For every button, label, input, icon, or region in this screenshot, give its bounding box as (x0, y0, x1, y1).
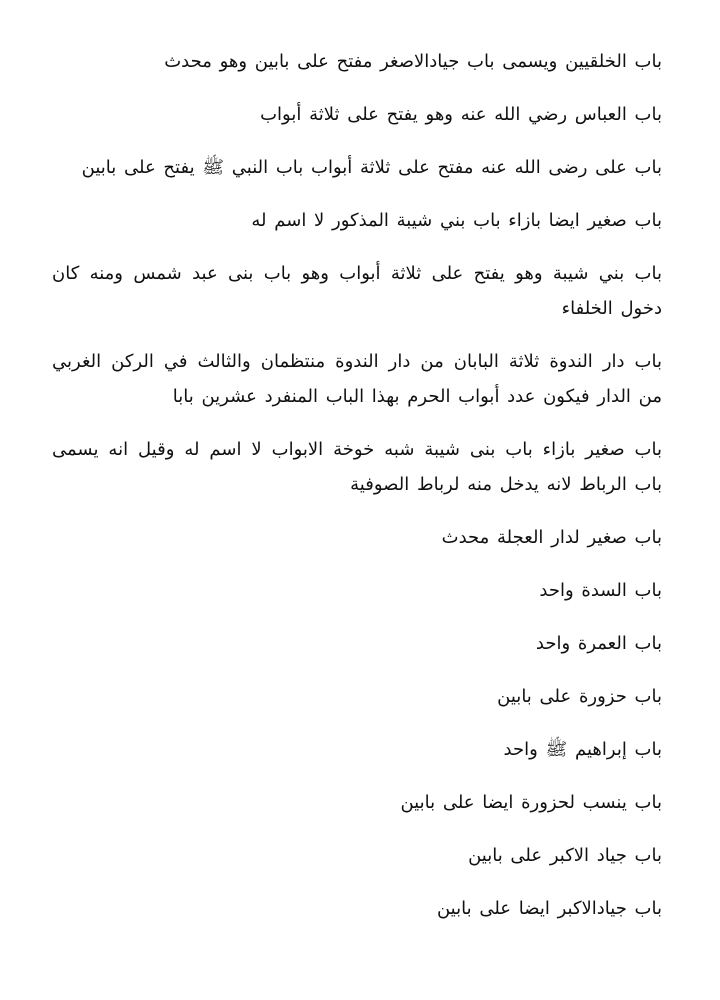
text-line: باب جياد الاكبر على بابين (468, 845, 662, 866)
text-line: باب على رضى الله عنه مفتح على ثلاثة أبواب باب النبي ﷺ يفتح على بابين (81, 157, 662, 178)
text-line: باب صغير لدار العجلة محدث (441, 527, 662, 548)
text-line: باب صغير ايضا بازاء باب بني شيبة المذكور لا اسم له (251, 210, 662, 231)
text-line: باب إبراهيم ﷺ واحد (503, 739, 662, 760)
text-line: باب صغير بازاء باب بنى شيبة شبه خوخة الابواب لا اسم له وقيل انه يسمى باب الرباط لانه يدخل منه لرباط الصوفية (52, 439, 662, 495)
text-line: باب السدة واحد (539, 580, 662, 601)
text-line: باب العمرة واحد (535, 633, 662, 654)
text-body (52, 44, 662, 944)
text-line: باب دار الندوة ثلاثة البابان من دار الندوة منتظمان والثالث في الركن الغربي من الدار فيكون عدد أبواب الحرم بهذا الباب المنفرد عشرين بابا (52, 351, 662, 407)
text-line: باب بني شيبة وهو يفتح على ثلاثة أبواب وهو باب بنى عبد شمس ومنه كان دخول الخلفاء (52, 263, 662, 319)
text-line: باب ينسب لحزورة ايضا على بابين (400, 792, 662, 813)
text-line: باب العباس رضي الله عنه وهو يفتح على ثلاثة أبواب (260, 104, 662, 125)
text-line: باب حزورة على بابين (497, 686, 662, 707)
text-line: باب جيادالاكبر ايضا على بابين (436, 898, 662, 919)
text-line: باب الخلقيين ويسمى باب جيادالاصغر مفتح على بابين وهو محدث (164, 51, 662, 72)
